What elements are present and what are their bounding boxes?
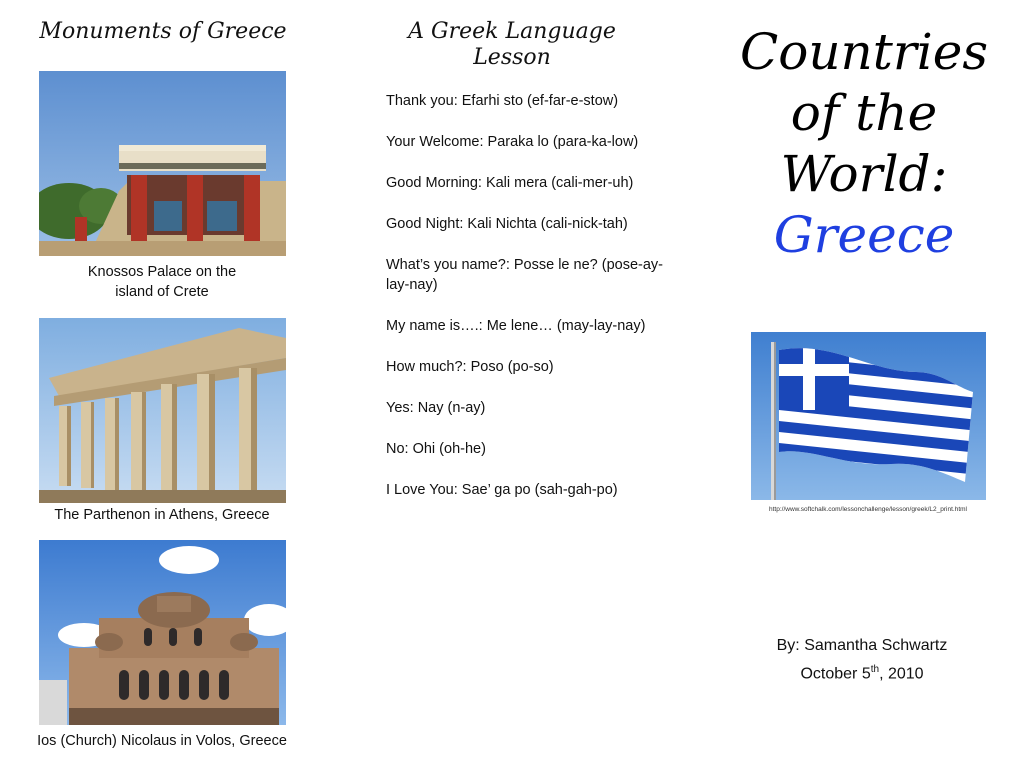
phrase-item: Yes: Nay (n-ay) xyxy=(386,400,486,416)
church-photo xyxy=(39,540,286,725)
main-title xyxy=(722,22,1006,266)
phrase-item: Good Morning: Kali mera (cali-mer-uh) xyxy=(386,175,634,191)
parthenon-photo xyxy=(39,318,286,503)
phrase-item: My name is….: Me lene… (may-lay-nay) xyxy=(386,318,646,334)
parthenon-caption: The Parthenon in Athens, Greece xyxy=(54,507,270,523)
phrase-list xyxy=(386,91,682,521)
phrase-item: What’s you name?: Posse le ne? (pose-ay-lay-nay) xyxy=(386,257,663,293)
phrase-item: Thank you: Efarhi sto (ef-far-e-stow) xyxy=(386,93,619,109)
greek-flag-photo xyxy=(751,332,986,500)
title-line-2: of the xyxy=(790,84,938,142)
monuments-heading: Monuments of Greece xyxy=(39,19,287,44)
church-caption: Ios (Church) Nicolaus in Volos, Greece xyxy=(37,733,287,749)
phrase-item: Your Welcome: Paraka lo (para-ka-low) xyxy=(386,134,639,150)
title-country: Greece xyxy=(773,206,955,264)
phrase-item: I Love You: Sae’ ga po (sah-gah-po) xyxy=(386,482,618,498)
knossos-palace-photo xyxy=(39,71,286,256)
title-line-1: Countries xyxy=(740,23,988,81)
title-line-3: World: xyxy=(780,145,948,203)
author-block xyxy=(740,634,984,686)
language-lesson-heading: A Greek Language Lesson xyxy=(408,19,616,70)
publish-date: October 5th, 2010 xyxy=(800,664,924,683)
author-name: By: Samantha Schwartz xyxy=(776,637,948,654)
phrase-item: Good Night: Kali Nichta (cali-nick-tah) xyxy=(386,216,628,232)
phrase-item: No: Ohi (oh-he) xyxy=(386,441,486,457)
flag-source-url: http://www.softchalk.com/lessonchallenge/lesson/greek/L2_print.html xyxy=(769,506,967,513)
phrase-item: How much?: Poso (po-so) xyxy=(386,359,554,375)
knossos-caption: Knossos Palace on the island of Crete xyxy=(87,264,237,300)
